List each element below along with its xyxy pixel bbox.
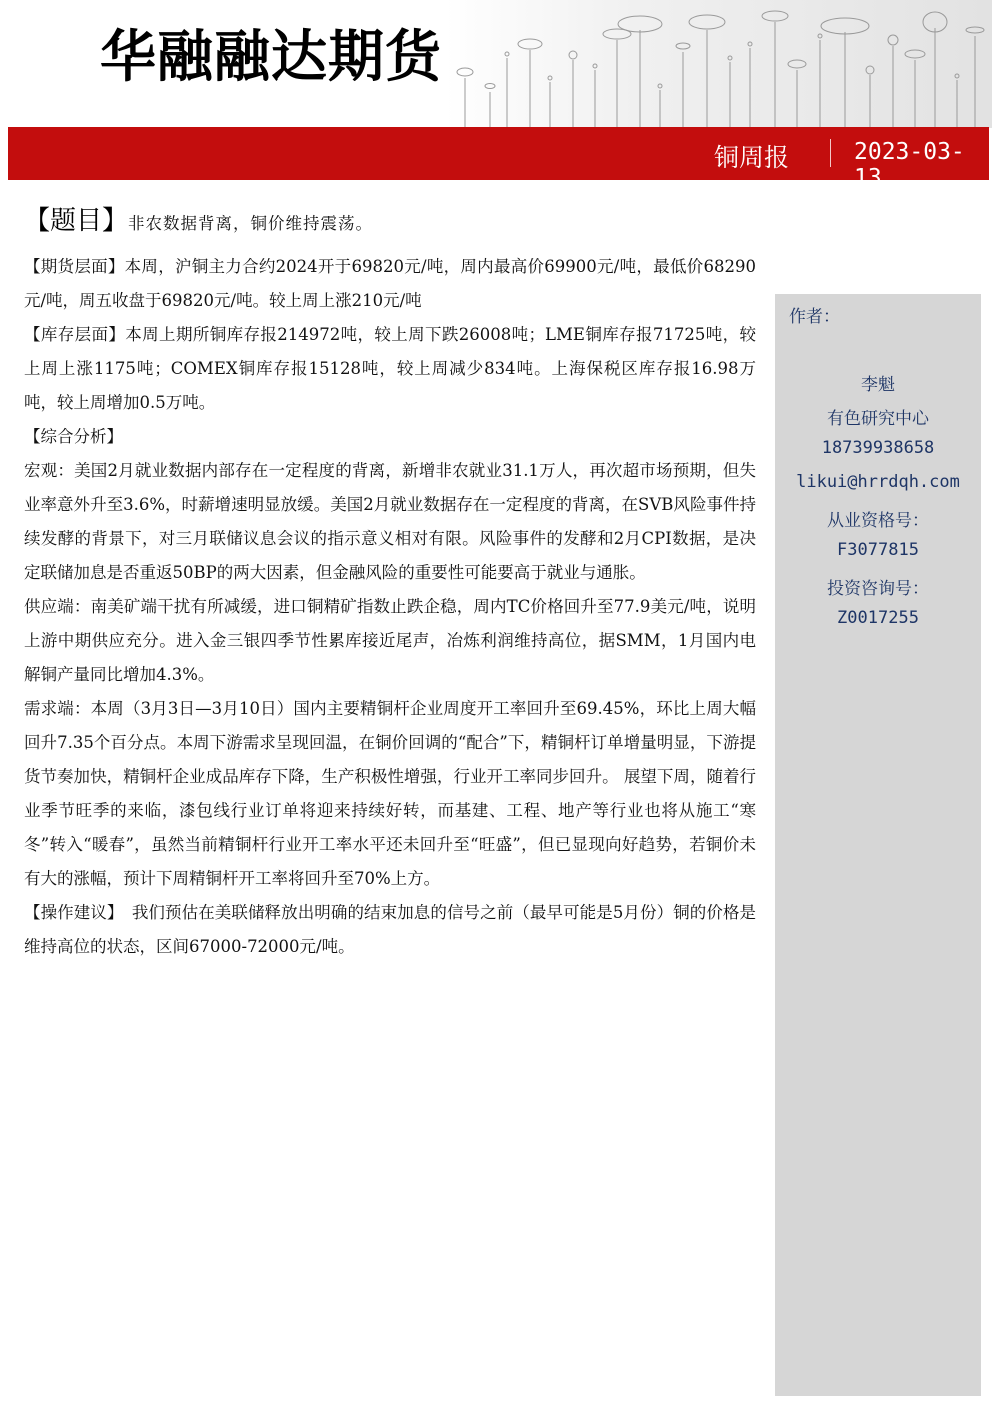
consultant-number: Z0017255: [837, 608, 919, 628]
topic-line: [24, 200, 373, 237]
header-divider: [830, 139, 831, 167]
section-text: 供应端：南美矿端干扰有所减缓，进口铜精矿指数止跌企稳，周内TC价格回升至77.9美元/吨，说明上游中期供应充分。进入金三银四季节性累库接近尾声，冶炼利润维持高位，据SMM，1月国内电解铜产量同比增加4.3%。: [24, 597, 756, 684]
topic-text: 非农数据背离，铜价维持震荡。: [128, 214, 374, 233]
section-demand: [24, 692, 756, 896]
header-decoration: [445, 0, 992, 128]
section-text: 需求端：本周（3月3日—3月10日）国内主要精铜杆企业周度开工率回升至69.45%，环比上周大幅回升7.35个百分点。本周下游需求呈现回温，在铜价回调的“配合”下，精铜杆订单增量明显，下游提货节奏加快，精铜杆企业成品库存下降，生产积极性增强，行业开工率同步回升。 展望下周，随着行业季节旺季的来临，漆包线行业订单将迎来持续好转，而基建、工程、地产等行业也将从施工“寒冬”转入“暖春”，虽然当前精铜杆行业开工率水平还未回升至“旺盛”，但已显现向好趋势，若铜价未有大的涨幅，预计下周精铜杆开工率将回升至70%上方。: [24, 699, 756, 888]
section-label: 【操作建议】: [24, 903, 116, 922]
section-supply: [24, 590, 756, 692]
section-text: 本周，沪铜主力合约2024开于69820元/吨，周内最高价69900元/吨，最低价68290元/吨，周五收盘于69820元/吨。较上周上涨210元/吨: [24, 257, 757, 310]
section-macro: [24, 454, 756, 590]
author-name: 李魁: [861, 375, 895, 395]
qualification-number: F3077815: [837, 540, 919, 560]
topic-label: 【题目】: [24, 206, 129, 236]
section-advice: [24, 896, 756, 964]
header-bar: [8, 127, 989, 191]
section-label: 【库存层面】: [24, 325, 126, 344]
author-sidebar: [775, 294, 981, 1396]
section-text: 本周上期所铜库存报214972吨，较上周下跌26008吨；LME铜库存报71725吨，较上周上涨1175吨；COMEX铜库存报15128吨，较上周减少834吨。上海保税区库存报16.98万吨，较上周增加0.5万吨。: [24, 325, 756, 412]
section-futures: [24, 250, 756, 318]
report-date: 2023-03-13: [854, 139, 965, 191]
section-label: 【期货层面】: [24, 257, 125, 276]
author-department: 有色研究中心: [827, 409, 929, 429]
author-phone: 18739938658: [821, 438, 935, 458]
section-inventory: [24, 318, 756, 420]
section-text: 我们预估在美联储释放出明确的结束加息的信号之前（最早可能是5月份）铜的价格是维持高位的状态，区间67000-72000元/吨。: [24, 903, 757, 956]
section-analysis-heading: [24, 420, 756, 454]
report-type: 铜周报: [714, 143, 790, 172]
author-label: 作者：: [789, 307, 840, 327]
author-email: likui@hrrdqh.com: [796, 472, 960, 492]
section-label: 【综合分析】: [24, 427, 123, 446]
section-text: 宏观：美国2月就业数据内部存在一定程度的背离，新增非农就业31.1万人，再次超市场预期，但失业率意外升至3.6%，时薪增速明显放缓。美国2月就业数据存在一定程度的背离，在SVB风险事件持续发酵的背景下，对三月联储议息会议的指示意义相对有限。风险事件的发酵和2月CPI数据，是决定联储加息是否重返50BP的两大因素，但金融风险的重要性可能要高于就业与通胀。: [24, 461, 756, 582]
report-body: [24, 250, 756, 964]
consultant-label: 投资咨询号：: [827, 579, 929, 599]
brand-logo-text: 华融融达期货: [100, 25, 442, 90]
qualification-label: 从业资格号：: [827, 511, 929, 531]
